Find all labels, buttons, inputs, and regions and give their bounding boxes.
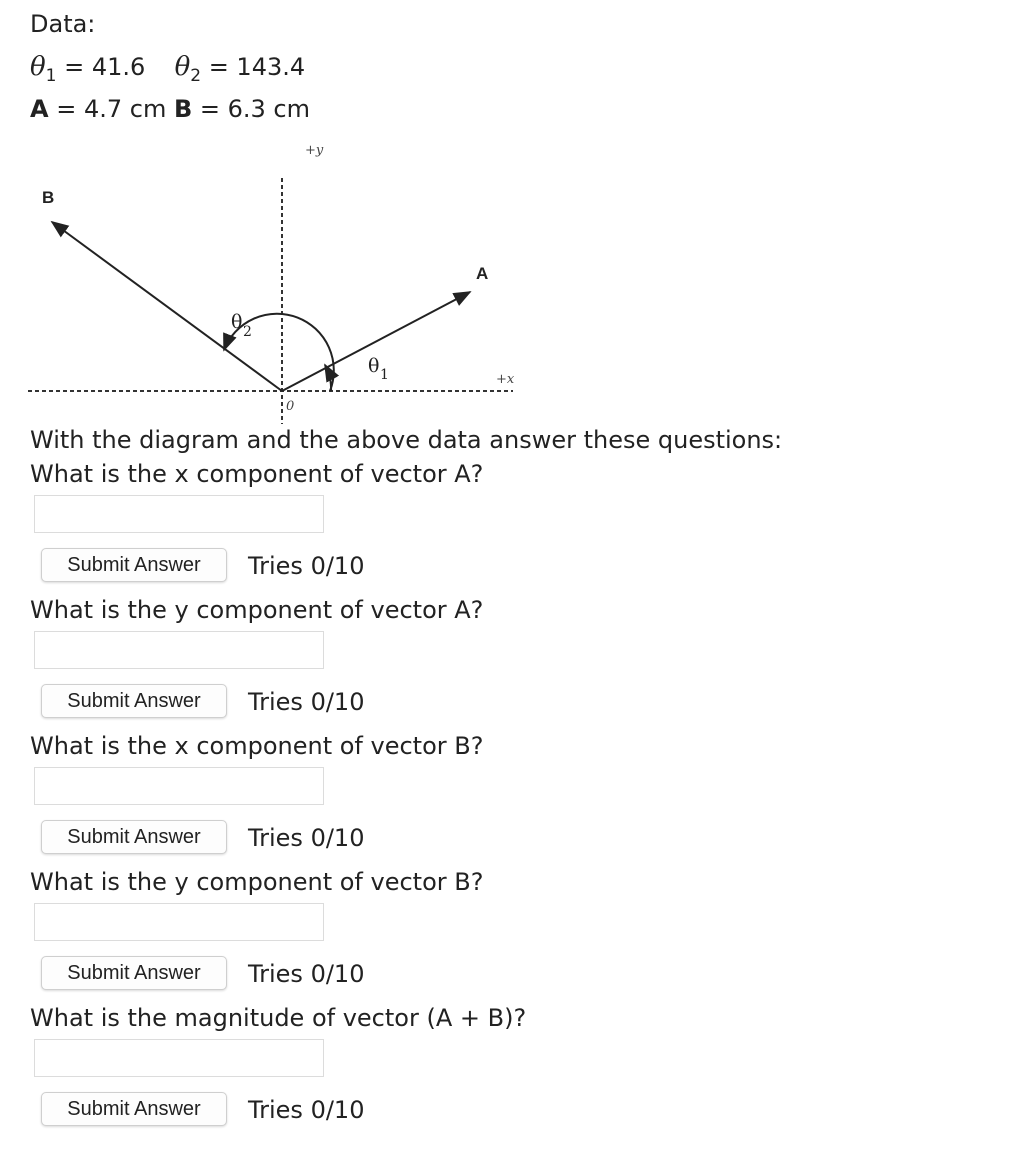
- theta1-diagram-subscript: 1: [380, 367, 389, 383]
- theta1-value: = 41.6: [56, 53, 146, 81]
- question-2-submit-button[interactable]: Submit Answer: [41, 684, 227, 718]
- question-3-tries: Tries 0/10: [248, 824, 365, 852]
- a-value: = 4.7 cm: [48, 95, 174, 123]
- question-3-answer-input[interactable]: [34, 767, 324, 805]
- vector-diagram: [28, 138, 528, 424]
- data-label: Data:: [30, 10, 96, 38]
- question-5-tries: Tries 0/10: [248, 1096, 365, 1124]
- theta1-diagram-symbol: θ: [368, 355, 380, 377]
- question-1-answer-input[interactable]: [34, 495, 324, 533]
- question-4-answer-input[interactable]: [34, 903, 324, 941]
- question-5-answer-input[interactable]: [34, 1039, 324, 1077]
- b-label: B: [173, 95, 193, 123]
- theta2-subscript: 2: [190, 66, 202, 86]
- question-4-text: What is the y component of vector B?: [30, 868, 484, 896]
- question-1-tries: Tries 0/10: [248, 552, 365, 580]
- vector-a-label: A: [476, 264, 489, 283]
- question-5-text: What is the magnitude of vector (A + B)?: [30, 1004, 527, 1032]
- vector-b-label: B: [42, 188, 55, 207]
- question-5-submit-button[interactable]: Submit Answer: [41, 1092, 227, 1126]
- theta1-symbol: θ: [30, 52, 46, 82]
- vector-b-arrow: [52, 222, 282, 391]
- theta1-subscript: 1: [45, 66, 57, 86]
- question-2-tries: Tries 0/10: [248, 688, 365, 716]
- theta-values: [30, 52, 306, 86]
- question-2-text: What is the y component of vector A?: [30, 596, 484, 624]
- origin-label: 0: [286, 399, 295, 414]
- a-label: A: [30, 95, 49, 123]
- y-axis-label: +y: [305, 143, 324, 158]
- b-value: = 6.3 cm: [192, 95, 310, 123]
- theta2-diagram-symbol: θ: [231, 311, 243, 333]
- question-4-submit-button[interactable]: Submit Answer: [41, 956, 227, 990]
- theta1-arc: [325, 365, 331, 391]
- instructions: With the diagram and the above data answer these questions:: [30, 426, 783, 454]
- question-2-answer-input[interactable]: [34, 631, 324, 669]
- x-axis-label: +x: [496, 372, 515, 387]
- theta2-diagram-subscript: 2: [243, 324, 252, 340]
- question-4-tries: Tries 0/10: [248, 960, 365, 988]
- question-1-text: What is the x component of vector A?: [30, 460, 484, 488]
- question-1-submit-button[interactable]: Submit Answer: [41, 548, 227, 582]
- magnitude-values: [30, 95, 310, 123]
- theta2-symbol: θ: [174, 52, 191, 82]
- theta2-value: = 143.4: [201, 53, 306, 81]
- question-3-text: What is the x component of vector B?: [30, 732, 484, 760]
- question-3-submit-button[interactable]: Submit Answer: [41, 820, 227, 854]
